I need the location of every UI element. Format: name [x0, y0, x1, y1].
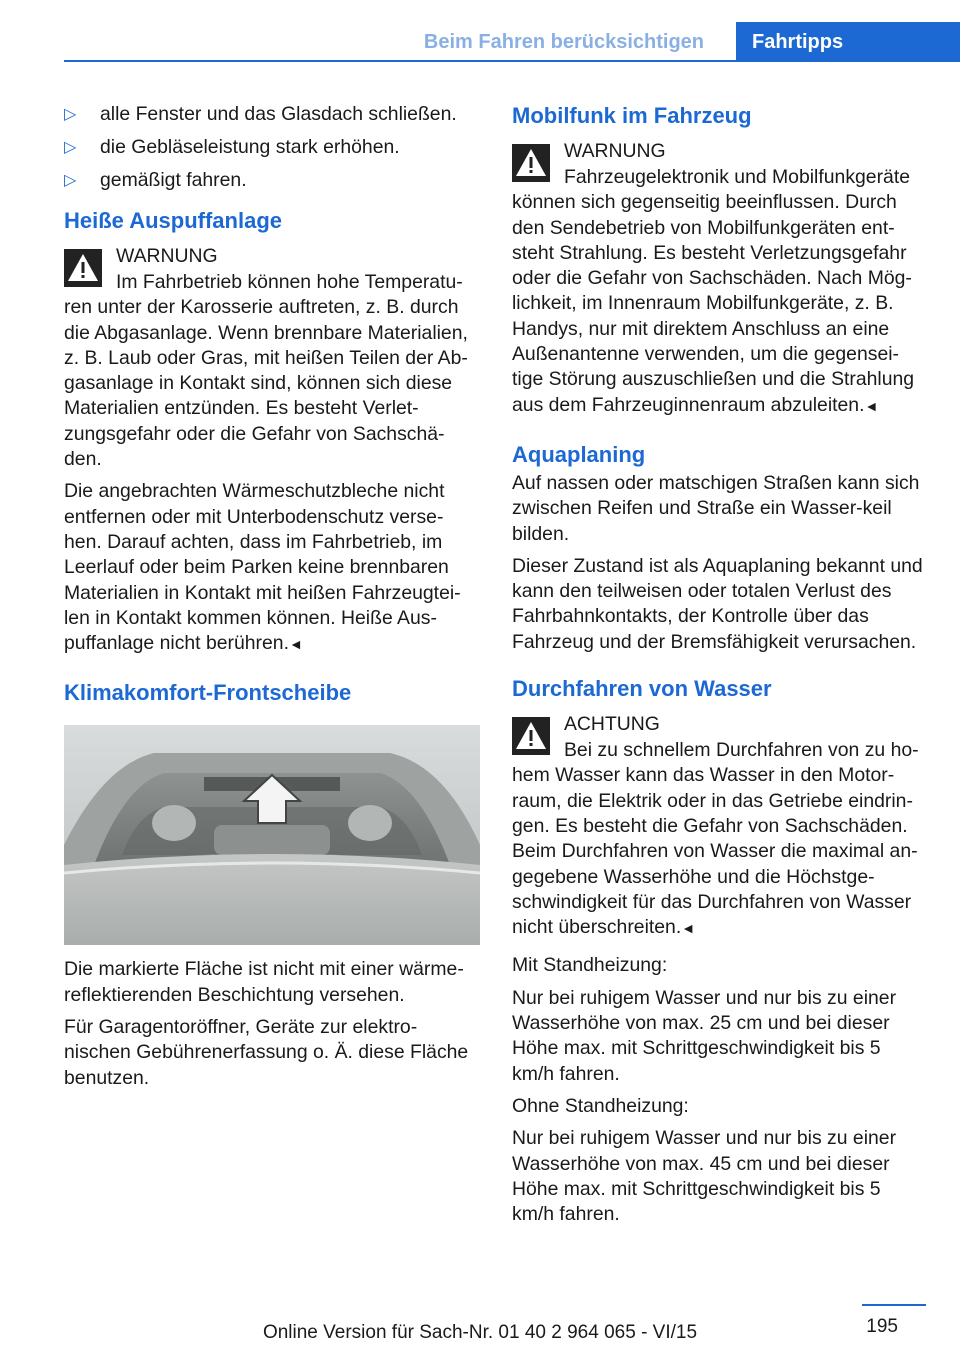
warning-text: ren unter der Karosserie auftreten, z. B. durch die Abgasanlage. Wenn brennbare Materialien, z. B. Laub oder Gras, mit heißen Teilen der Ab‐gasanlage in Kontakt sind, können sich diese Materialien entzünden. Es besteht Verlet‐zungsgefahr oder die Gefahr von Sachschä‐den.	[64, 296, 468, 471]
page-number: 195	[866, 1316, 898, 1337]
paragraph: Nur bei ruhigem Wasser und nur bis zu einer Wasserhöhe von max. 45 cm und bei dieser Höhe max. mit Schrittgeschwindigkeit bis 5 km/h fahren.	[512, 1127, 897, 1226]
section-heading-aquaplaning: Aquaplaning	[512, 441, 646, 467]
bullet-triangle-icon: ▷	[64, 172, 77, 189]
end-mark: ◄	[864, 397, 879, 414]
warning-text-first: Im Fahrbetrieb können hohe Temperatu‐	[116, 271, 463, 293]
left-column	[64, 100, 480, 1098]
warning-title: ACHTUNG	[564, 713, 660, 736]
warning-block	[64, 243, 480, 472]
bullet-list	[64, 102, 480, 193]
list-item	[64, 102, 480, 127]
section-heading-windshield: Klimakomfort-Frontscheibe	[64, 680, 352, 706]
page-footer	[0, 1282, 960, 1362]
warning-title: WARNUNG	[564, 140, 666, 162]
warning-triangle-icon	[64, 249, 102, 287]
warning-text: können sich gegenseitig beeinflussen. Durch den Sendebetrieb von Mobilfunkgeräten ent‐steht Strahlung. Es besteht Verletzungsgefahr oder die Gefahr von Sachschäden. Nach Mög‐lichkeit, im Innenraum Mobilfunkgeräte, z. B. Handys, nur mit direktem Anschluss an eine Außenantenne verwenden, um die gegensei‐tige Störung auszuschließen und die Strahlung aus dem Fahrzeuginnenraum abzuleiten.	[512, 191, 915, 416]
warning-triangle-icon	[512, 144, 550, 182]
online-version-note: Online Version für Sach-Nr. 01 40 2 964 065 - VI/15	[262, 1322, 698, 1343]
end-mark: ◄	[288, 636, 303, 653]
list-item-text: die Gebläseleistung stark erhöhen.	[100, 136, 400, 158]
warning-block	[512, 711, 926, 941]
bullet-triangle-icon: ▷	[64, 139, 77, 156]
warning-triangle-icon	[512, 717, 550, 755]
warning-text-first: Bei zu schnellem Durchfahren von zu ho‐	[564, 739, 919, 762]
paragraph: Nur bei ruhigem Wasser und nur bis zu einer Wasserhöhe von max. 25 cm und bei dieser Höhe max. mit Schrittgeschwindigkeit bis 5 km/h fahren.	[512, 986, 897, 1085]
warning-text-first: Fahrzeugelektronik und Mobilfunkgeräte	[564, 166, 911, 188]
bullet-triangle-icon: ▷	[64, 106, 77, 123]
right-column	[512, 100, 926, 1234]
paragraph: Dieser Zustand ist als Aquaplaning bekannt und kann den teilweisen oder totalen Verlust des Fahrbahnkontakts, der Kontrolle über das Fahrzeug und der Bremsfähigkeit verursachen.	[512, 554, 923, 653]
paragraph: Die markierte Fläche ist nicht mit einer wärme‐reflektierenden Beschichtung versehen.	[64, 958, 464, 1006]
warning-text: hem Wasser kann das Wasser in den Motor‐raum, die Elektrik oder in das Getriebe eindrin‐gen. Es besteht die Gefahr von Sachschäden. Beim Durchfahren von Wasser die maximal an‐gegebene Wasserhöhe und die Höchstge‐schwindigkeit für das Durchfahren von Wasser nicht überschreiten.	[512, 764, 918, 939]
section-heading-mobile: Mobilfunk im Fahrzeug	[512, 103, 752, 128]
list-item-text: alle Fenster und das Glasdach schließen.	[100, 103, 457, 125]
paragraph-label: Mit Standheizung:	[512, 954, 668, 977]
header-section-title: Beim Fahren berücksichtigen	[423, 31, 704, 53]
warning-title: WARNUNG	[116, 245, 218, 267]
windshield-illustration	[64, 725, 480, 945]
paragraph: Auf nassen oder matschigen Straßen kann sich zwischen Reifen und Straße ein Wasser‐keil bilden.	[512, 471, 920, 545]
warning-block	[512, 138, 926, 419]
header-rule	[64, 60, 960, 62]
paragraph: Die angebrachten Wärmeschutzbleche nicht entfernen oder mit Unterbodenschutz verse‐hen. Darauf achten, dass im Fahrbetrieb, im Leerlauf oder beim Parken keine brennbaren Materialien in Kontakt mit heißen Fahrzeugtei‐len in Kontakt kommen können. Heiße Aus‐puffanlage nicht berühren.	[64, 480, 461, 655]
page-header	[64, 22, 960, 62]
paragraph-label: Ohne Standheizung:	[512, 1094, 689, 1117]
footer-rule	[862, 1304, 926, 1306]
list-item	[64, 168, 480, 193]
end-mark: ◄	[681, 920, 696, 937]
section-heading-water: Durchfahren von Wasser	[512, 676, 772, 702]
list-item	[64, 135, 480, 160]
header-chapter-tab: Fahrtipps	[736, 22, 960, 62]
list-item-text: gemäßigt fahren.	[100, 169, 247, 191]
paragraph: Für Garagentoröffner, Geräte zur elektro‐nischen Gebührenerfassung o. Ä. diese Fläche benutzen.	[64, 1016, 469, 1089]
section-heading-exhaust: Heiße Auspuffanlage	[64, 208, 282, 233]
